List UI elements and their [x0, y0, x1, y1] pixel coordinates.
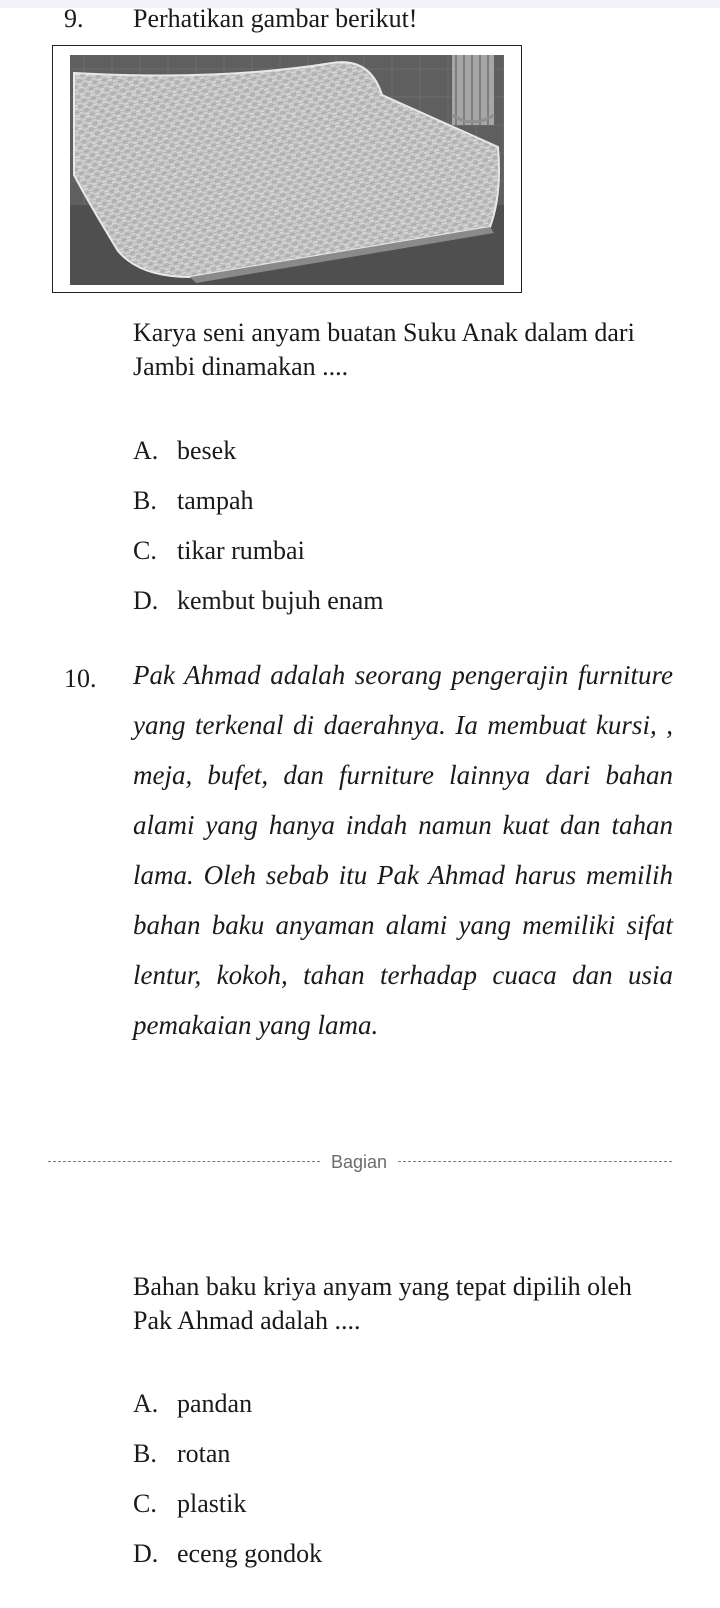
- question-10-option-a[interactable]: [133, 1388, 252, 1420]
- section-label: Bagian: [330, 1152, 388, 1172]
- question-10-option-d[interactable]: [133, 1538, 322, 1570]
- question-9-option-a[interactable]: [133, 435, 236, 467]
- option-letter: B.: [133, 1439, 157, 1468]
- woven-mat-photo-icon: [70, 55, 504, 285]
- question-10-passage: Pak Ahmad adalah seorang pengerajin furniture yang terkenal di daerahnya. Ia membuat kursi, , meja, bufet, dan furniture lainnya dari bahan alami yang hanya indah namun kuat dan tahan lama. Oleh sebab itu Pak Ahmad harus memilih bahan baku anyaman alami yang memiliki sifat lentur, kokoh, tahan terhadap cuaca dan usia pemakaian yang lama.: [133, 660, 673, 1040]
- option-text: rotan: [177, 1439, 231, 1468]
- option-letter: C.: [133, 536, 157, 565]
- question-9-option-b[interactable]: [133, 485, 254, 517]
- question-9-prompt: Karya seni anyam buatan Suku Anak dalam dari Jambi dinamakan ....: [133, 318, 635, 381]
- question-10-number: 10.: [64, 664, 97, 693]
- question-9-figure: [52, 45, 522, 293]
- question-9-option-d[interactable]: [133, 585, 384, 617]
- question-9-number: 9.: [64, 4, 84, 33]
- question-10-prompt: Bahan baku kriya anyam yang tepat dipilih oleh Pak Ahmad adalah ....: [133, 1272, 632, 1335]
- option-text: eceng gondok: [177, 1539, 323, 1568]
- option-letter: C.: [133, 1489, 157, 1518]
- option-text: plastik: [177, 1489, 247, 1518]
- option-text: kembut bujuh enam: [177, 586, 384, 615]
- question-10-option-b[interactable]: [133, 1438, 230, 1470]
- question-9-option-c[interactable]: [133, 535, 305, 567]
- option-text: besek: [177, 436, 237, 465]
- divider-line-right: [398, 1161, 672, 1162]
- divider-line-left: [48, 1161, 320, 1162]
- question-9-heading: Perhatikan gambar berikut!: [133, 4, 418, 33]
- option-letter: A.: [133, 1389, 159, 1418]
- question-10-option-c[interactable]: [133, 1488, 246, 1520]
- option-letter: D.: [133, 586, 159, 615]
- option-letter: A.: [133, 436, 159, 465]
- section-divider: [48, 1150, 672, 1174]
- option-letter: B.: [133, 486, 157, 515]
- option-letter: D.: [133, 1539, 159, 1568]
- basket-icon: [452, 55, 494, 125]
- option-text: pandan: [177, 1389, 253, 1418]
- option-text: tikar rumbai: [177, 536, 305, 565]
- option-text: tampah: [177, 486, 254, 515]
